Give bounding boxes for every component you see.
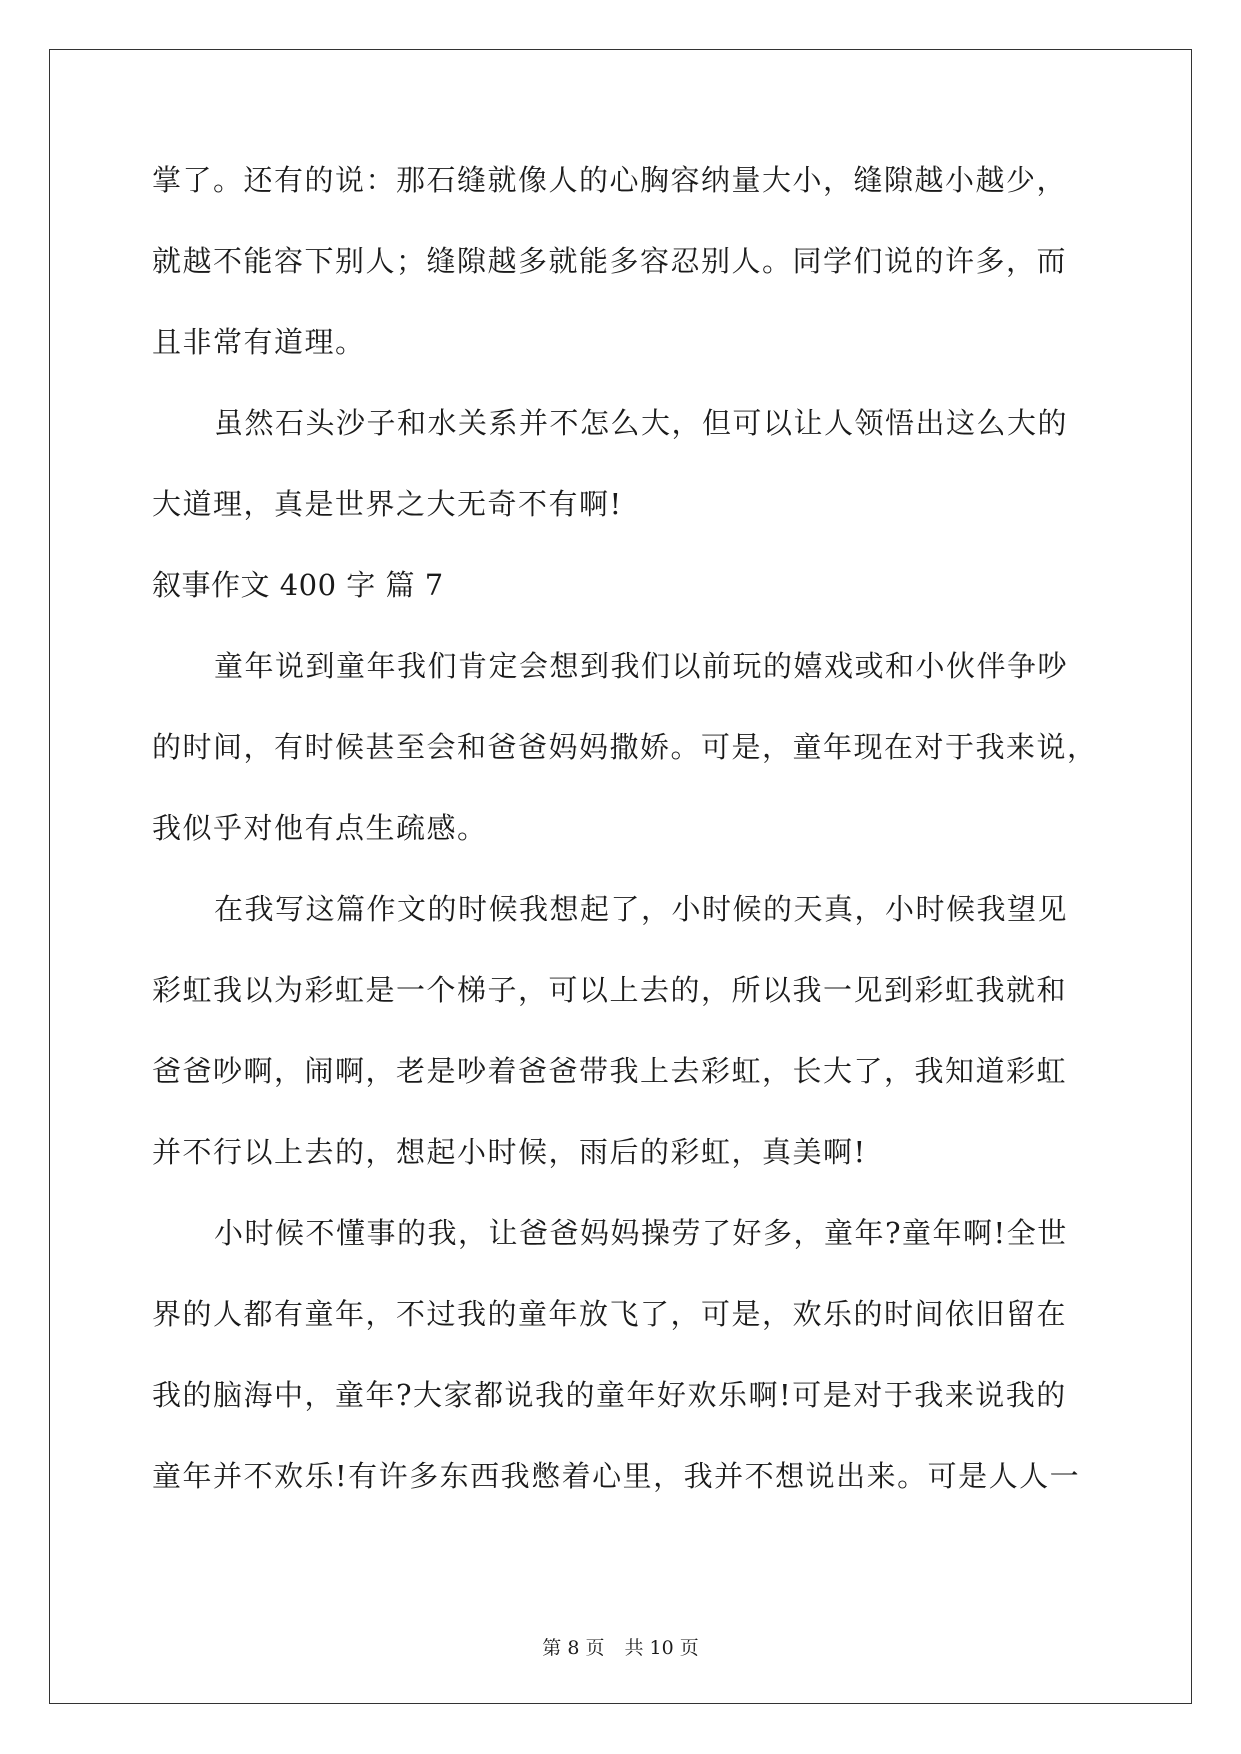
paragraph-start-line: 虽然石头沙子和水关系并不怎么大，但可以让人领悟出这么大的 [214, 406, 1069, 440]
text-line: 并不行以上去的，想起小时候，雨后的彩虹，真美啊! [152, 1135, 867, 1169]
page-footer [0, 1633, 1241, 1660]
document-body [152, 140, 1102, 1517]
section-heading: 叙事作文 400 字 篇 7 [152, 568, 444, 602]
text-line: 就越不能容下别人；缝隙越多就能多容忍别人。同学们说的许多，而 [152, 244, 1068, 278]
page-number-current: 第 8 页 [542, 1637, 605, 1659]
text-line: 的时间，有时候甚至会和爸爸妈妈撒娇。可是，童年现在对于我来说， [152, 730, 1098, 764]
text-line: 掌了。还有的说：那石缝就像人的心胸容纳量大小，缝隙越小越少， [152, 163, 1068, 197]
text-line: 童年并不欢乐!有许多东西我憋着心里，我并不想说出来。可是人人一 [152, 1459, 1081, 1493]
page-number-total: 共 10 页 [624, 1637, 699, 1659]
text-line: 界的人都有童年，不过我的童年放飞了，可是，欢乐的时间依旧留在 [152, 1297, 1068, 1331]
text-line: 大道理，真是世界之大无奇不有啊! [152, 487, 623, 521]
text-line: 且非常有道理。 [152, 325, 366, 359]
paragraph-start-line: 在我写这篇作文的时候我想起了，小时候的天真，小时候我望见 [214, 892, 1069, 926]
text-line: 我似乎对他有点生疏感。 [152, 811, 488, 845]
text-line: 爸爸吵啊，闹啊，老是吵着爸爸带我上去彩虹，长大了，我知道彩虹 [152, 1054, 1068, 1088]
text-line: 彩虹我以为彩虹是一个梯子，可以上去的，所以我一见到彩虹我就和 [152, 973, 1068, 1007]
text-line: 我的脑海中，童年?大家都说我的童年好欢乐啊!可是对于我来说我的 [152, 1378, 1067, 1412]
paragraph-start-line: 小时候不懂事的我，让爸爸妈妈操劳了好多，童年?童年啊!全世 [214, 1216, 1068, 1250]
paragraph-start-line: 童年说到童年我们肯定会想到我们以前玩的嬉戏或和小伙伴争吵 [214, 649, 1069, 683]
